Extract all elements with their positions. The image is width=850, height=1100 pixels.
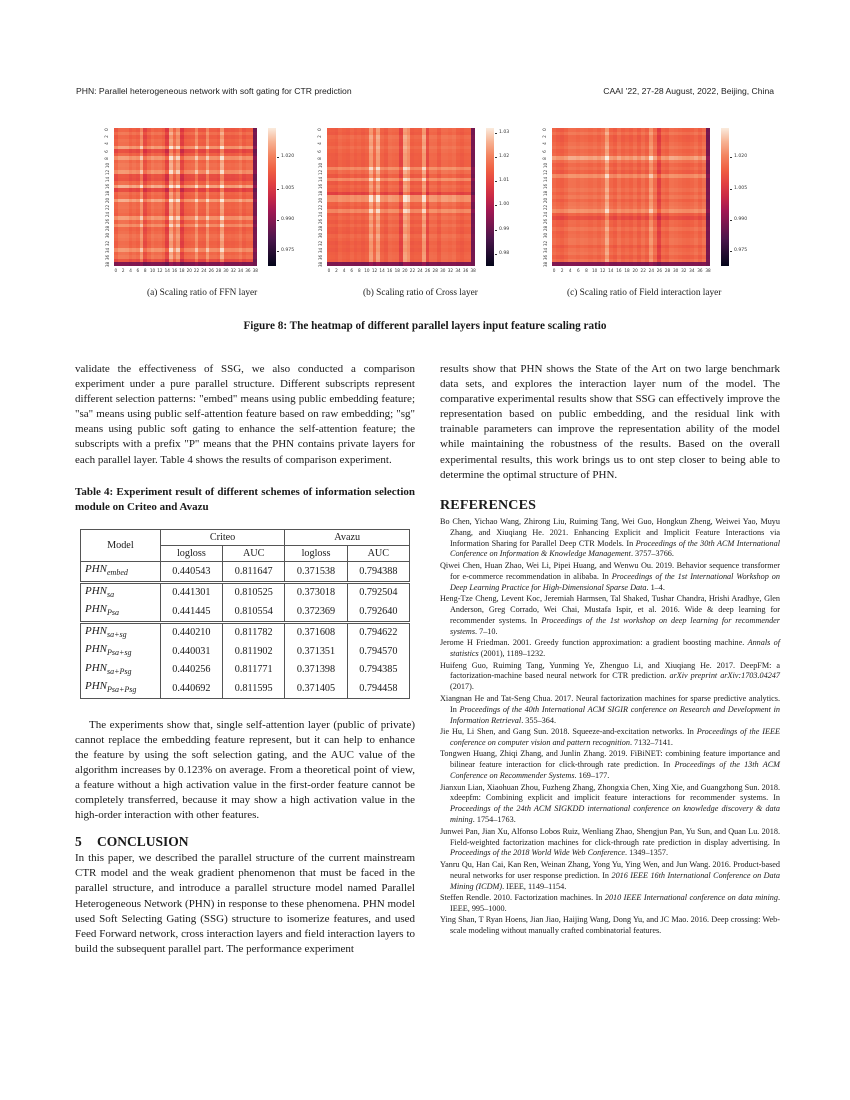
reference-entry: Jianxun Lian, Xiaohuan Zhou, Fuzheng Zhang, Zhongxia Chen, Xing Xie, and Guangzhong Sun. 2018. xdeepfm: Combining explicit and implicit feature interactions for recommender systems. In Proceedings of the 24th ACM SIGKDD international conference on knowledge discovery & data mining. 1754–1763.	[440, 782, 780, 825]
x-tick-label: 30	[223, 268, 229, 273]
colorbar-tick-label: 1.03	[499, 129, 510, 135]
x-tick-label: 4	[342, 268, 346, 273]
y-tick-label: 2	[103, 135, 109, 139]
metric-value: 0.811782	[223, 622, 285, 642]
table-row	[81, 622, 410, 642]
table-row	[81, 679, 410, 698]
colorbar-tick-label: 1.020	[734, 154, 748, 160]
metric-value: 0.792504	[347, 582, 409, 602]
heatmap-grid	[552, 128, 710, 266]
y-tick-label: 8	[103, 156, 109, 160]
paragraph-experiment-findings: The experiments show that, single self-attention layer (public of private) cannot replace the embedding feature represent, but it can help to enhance the feature by using the soft selection gating, and the AUC value of the algorithm increases by 0.123% on average. From a theoretical point of view, a feature without a high activation value in the first-order feature cannot be completely transferred, because it may show a high activation value in the high-order interaction with other features.	[75, 718, 415, 822]
table-row	[81, 661, 410, 679]
metric-value: 0.811647	[223, 562, 285, 582]
y-tick-label: 28	[318, 226, 324, 232]
y-tick-label: 14	[105, 176, 111, 182]
paragraph-conclusion: In this paper, we described the parallel structure of the current mainstream CTR model and the weak gradient phenomenon that must be faced in the parallel structure, and introduce a parallel structure model named Parallel Heterogeneous Network (PHN) in response to these phenomena. PHN model used Soft Selecting Gating (SSG) structure to isomerize features, and used Feed Forward network, cross interaction layers and field interaction layers to build the subsequent parallel part. The performance experiment	[75, 852, 415, 955]
table-row	[81, 642, 410, 660]
colorbar	[268, 128, 276, 266]
x-tick-label: 14	[379, 268, 385, 273]
y-tick-label: 36	[105, 254, 111, 260]
model-name: $PHN_{sa}$	[81, 582, 161, 602]
metric-value: 0.792640	[347, 602, 409, 622]
y-tick-label: 26	[543, 219, 549, 225]
x-tick-label: 26	[656, 268, 663, 273]
y-tick-label: 28	[105, 226, 111, 232]
x-tick-label: 0	[327, 268, 331, 273]
y-tick-label: 6	[541, 149, 547, 153]
x-tick-label: 36	[245, 268, 251, 273]
y-tick-label: 26	[105, 219, 111, 225]
heatmap-field	[538, 124, 748, 284]
metric-value: 0.371351	[285, 642, 347, 660]
x-tick-label: 8	[357, 268, 361, 273]
x-tick-label: 16	[387, 268, 393, 273]
x-tick-label: 6	[350, 268, 354, 273]
colorbar-tick-label: 1.01	[499, 178, 510, 184]
metric-value: 0.371398	[285, 661, 347, 679]
x-tick-label: 6	[136, 268, 140, 273]
y-tick-label: 28	[543, 226, 549, 232]
y-tick-label: 14	[543, 176, 549, 182]
x-tick-label: 20	[632, 268, 638, 273]
x-tick-label: 24	[648, 268, 654, 273]
paragraph-conclusion-cont: results show that PHN shows the State of the Art on two large benchmark data sets, and explores the interaction layer num of the model. The comparative experimental results show that SSG can effectively improve the representation based on public embedding, and the residual link with trainable parameters can improve the representation ability of the model while maintaining the robustness of the results. Based on the overall experimental results, this work brings us to ont step closer to being able to determine the optimal structure of PHN.	[440, 363, 780, 481]
x-tick-label: 32	[230, 268, 236, 273]
y-tick-label: 8	[316, 156, 322, 160]
metric-value: 0.371538	[285, 562, 347, 582]
subcaption-c: (c) Scaling ratio of Field interaction layer	[567, 288, 722, 298]
y-tick-label: 26	[318, 219, 324, 225]
metric-value: 0.811771	[223, 661, 285, 679]
x-tick-label: 20	[186, 268, 192, 273]
model-name: $PHN_{embed}$	[81, 562, 161, 582]
x-tick-label: 28	[664, 268, 671, 273]
x-tick-label: 32	[681, 268, 687, 273]
paragraph-ssg-validation: validate the effectiveness of SSG, we also conducted a comparison experiment under a pure parallel structure. Different subscripts represent different selection patterns: "embed" means using public embedding feature; "sa" means using public self-attention feature based on raw embedding; "sg" means using public soft gating to enhance the self-attention feature; the subscripts with a prefix "P" means that the PHN contains private layers for each parallel layer. Table 4 shows the results of comparison experiment.	[75, 363, 415, 466]
reference-entry: Junwei Pan, Jian Xu, Alfonso Lobos Ruiz, Wenliang Zhao, Shengjun Pan, Yu Sun, and Quan Lu. 2018. Field-weighted factorization machines for click-through rate prediction in display advertising. In Proceedings of the 2018 World Wide Web Conference. 1349–1357.	[440, 826, 780, 858]
y-tick-label: 38	[105, 261, 111, 267]
x-tick-label: 10	[149, 268, 156, 273]
model-name: $PHN_{Psa+Psg}$	[81, 679, 161, 698]
x-tick-label: 26	[424, 268, 431, 273]
results-body	[81, 562, 410, 698]
x-tick-label: 34	[455, 268, 461, 273]
section-number: 5	[75, 834, 82, 850]
x-tick-label: 30	[672, 268, 679, 273]
y-tick-label: 12	[318, 169, 324, 175]
y-tick-label: 34	[318, 247, 324, 253]
metric-value: 0.794570	[347, 642, 409, 660]
y-tick-label: 18	[543, 190, 549, 197]
x-tick-label: 22	[193, 268, 200, 273]
colorbar-tick-label: 0.99	[499, 226, 510, 232]
colorbar-tick-label: 1.02	[499, 154, 510, 160]
model-name: $PHN_{sa+Psg}$	[81, 661, 161, 679]
header-venue: CAAI '22, 27-28 August, 2022, Beijing, China	[603, 86, 774, 96]
y-tick-label: 2	[316, 135, 322, 139]
metric-value: 0.794385	[347, 661, 409, 679]
metric-value: 0.372369	[285, 602, 347, 622]
x-tick-label: 18	[624, 268, 630, 273]
header-criteo: Criteo	[160, 529, 285, 545]
x-tick-label: 32	[447, 268, 454, 273]
x-tick-label: 16	[616, 268, 622, 273]
figure-8	[100, 124, 760, 284]
heatmap-ffn	[100, 124, 295, 284]
y-tick-label: 30	[543, 233, 549, 239]
y-tick-label: 2	[541, 135, 547, 139]
header-model: Model	[81, 529, 161, 562]
x-tick-label: 28	[215, 268, 222, 273]
colorbar-tick-label: 0.98	[499, 250, 510, 256]
x-tick-label: 36	[697, 268, 703, 273]
y-tick-label: 18	[318, 190, 324, 197]
y-tick-label: 4	[541, 142, 547, 146]
y-tick-label: 38	[318, 261, 324, 267]
header-metric: logloss	[160, 545, 222, 561]
x-tick-label: 30	[440, 268, 446, 273]
right-column	[440, 362, 780, 938]
x-tick-label: 12	[157, 268, 163, 273]
metric-value: 0.373018	[285, 582, 347, 602]
x-tick-label: 12	[371, 268, 378, 273]
table-row	[81, 582, 410, 602]
y-tick-label: 8	[541, 156, 547, 160]
y-tick-label: 20	[105, 197, 111, 204]
colorbar-tick-label: 1.005	[734, 185, 748, 191]
x-tick-label: 36	[462, 268, 469, 273]
y-tick-label: 30	[318, 233, 324, 239]
x-tick-label: 28	[432, 268, 438, 273]
y-tick-label: 16	[318, 183, 324, 190]
left-column	[75, 362, 415, 957]
metric-value: 0.440210	[160, 622, 222, 642]
reference-entry: Bo Chen, Yichao Wang, Zhirong Liu, Ruiming Tang, Wei Guo, Hongkun Zheng, Weiwei Yao, Muyu Zhang, and Xiuqiang He. 2021. Enhancing Explicit and Implicit Feature Interactions via Information Sharing for Parallel Deep CTR Models. In Proceedings of the 30th ACM International Conference on Information & Knowledge Management. 3757–3766.	[440, 516, 780, 559]
y-tick-label: 10	[318, 162, 324, 168]
metric-value: 0.811595	[223, 679, 285, 698]
x-tick-label: 0	[552, 268, 556, 273]
x-tick-label: 8	[143, 268, 147, 273]
y-tick-label: 22	[543, 204, 549, 211]
x-tick-label: 4	[129, 268, 132, 273]
metric-value: 0.371405	[285, 679, 347, 698]
x-tick-label: 34	[237, 268, 244, 273]
reference-entry: Yanru Qu, Han Cai, Kan Ren, Weinan Zhang, Yong Yu, Ying Wen, and Jun Wang. 2016. Product-based neural networks for user response prediction. In 2016 IEEE 16th International Conference on Data Mining (ICDM). IEEE, 1149–1154.	[440, 859, 780, 891]
y-tick-label: 36	[318, 254, 324, 260]
x-tick-label: 38	[705, 268, 711, 273]
metric-value: 0.794388	[347, 562, 409, 582]
y-tick-label: 32	[543, 240, 549, 246]
references-heading: REFERENCES	[440, 497, 537, 513]
y-tick-label: 10	[543, 162, 549, 168]
colorbar-tick-label: 0.975	[734, 248, 748, 254]
section-title: CONCLUSION	[97, 834, 189, 850]
x-tick-label: 14	[164, 268, 170, 273]
metric-value: 0.810525	[223, 582, 285, 602]
colorbar-tick-label: 1.00	[499, 202, 510, 208]
x-tick-label: 14	[608, 268, 614, 273]
heatmap-grid	[327, 128, 475, 266]
y-tick-label: 24	[543, 212, 549, 218]
x-tick-label: 22	[409, 268, 416, 273]
x-tick-label: 16	[171, 268, 178, 273]
reference-entry: Qiwei Chen, Huan Zhao, Wei Li, Pipei Huang, and Wenwu Ou. 2019. Behavior sequence transformer for e-commerce recommendation in alibaba. In Proceedings of the 1st International Workshop on Deep Learning Practice for High-Dimensional Sparse Data. 1–4.	[440, 560, 780, 592]
figure-caption: Figure 8: The heatmap of different parallel layers input feature scaling ratio	[243, 320, 607, 332]
y-tick-label: 4	[316, 142, 322, 146]
model-name: $PHN_{Psa+sg}$	[81, 642, 161, 660]
colorbar	[721, 128, 729, 266]
x-tick-label: 6	[577, 268, 580, 273]
metric-value: 0.811902	[223, 642, 285, 660]
y-tick-label: 24	[105, 212, 111, 218]
reference-entry: Huifeng Guo, Ruiming Tang, Yunming Ye, Zhenguo Li, and Xiuqiang He. 2017. DeepFM: a factorization-machine based neural network for CTR prediction. arXiv preprint arXiv:1703.04247 (2017).	[440, 660, 780, 692]
y-tick-label: 20	[543, 197, 549, 204]
metric-value: 0.441301	[160, 582, 222, 602]
metric-value: 0.440692	[160, 679, 222, 698]
x-tick-label: 38	[252, 268, 258, 273]
metric-value: 0.810554	[223, 602, 285, 622]
header-metric: AUC	[223, 545, 285, 561]
y-tick-label: 0	[541, 128, 547, 132]
metric-value: 0.371608	[285, 622, 347, 642]
header-title: PHN: Parallel heterogeneous network with soft gating for CTR prediction	[76, 86, 352, 96]
reference-entry: Heng-Tze Cheng, Levent Koc, Jeremiah Harmsen, Tal Shaked, Tushar Chandra, Hrishi Aradhye, Glen Anderson, Greg Corrado, Wei Chai, Mustafa Ispir, et al. 2016. Wide & deep learning for recommender systems. In Proceedings of the 1st workshop on deep learning for recommender systems. 7–10.	[440, 594, 780, 636]
y-tick-label: 24	[318, 212, 324, 218]
x-tick-label: 24	[201, 268, 207, 273]
y-tick-label: 12	[105, 169, 111, 175]
y-tick-label: 22	[105, 204, 111, 211]
model-name: $PHN_{Psa}$	[81, 602, 161, 622]
y-tick-label: 36	[543, 254, 549, 260]
subcaption-a: (a) Scaling ratio of FFN layer	[147, 288, 258, 298]
reference-entry: Ying Shan, T Ryan Hoens, Jian Jiao, Haijing Wang, Dong Yu, and JC Mao. 2016. Deep crossing: Web-scale modeling without manually crafted combinatorial features.	[440, 915, 780, 936]
table-caption: Table 4: Experiment result of different schemes of information selection module on Criteo and Avazu	[75, 485, 415, 513]
x-tick-label: 2	[560, 268, 564, 273]
results-table	[80, 529, 410, 699]
y-tick-label: 30	[105, 233, 111, 239]
metric-value: 0.440256	[160, 661, 222, 679]
y-tick-label: 20	[318, 197, 324, 204]
x-tick-label: 2	[121, 268, 125, 273]
x-tick-label: 10	[364, 268, 370, 273]
metric-value: 0.794622	[347, 622, 409, 642]
y-tick-label: 12	[543, 169, 549, 175]
colorbar	[486, 128, 494, 266]
colorbar-tick-label: 0.990	[281, 217, 295, 222]
x-tick-label: 4	[568, 268, 572, 273]
y-tick-label: 16	[105, 183, 111, 190]
metric-value: 0.794458	[347, 679, 409, 698]
y-tick-label: 18	[105, 190, 111, 197]
metric-value: 0.440543	[160, 562, 222, 582]
header-metric: logloss	[285, 545, 347, 561]
x-tick-label: 0	[114, 268, 118, 273]
x-tick-label: 26	[208, 268, 214, 273]
subcaption-b: (b) Scaling ratio of Cross layer	[363, 288, 478, 298]
metric-value: 0.440031	[160, 642, 222, 660]
x-tick-label: 10	[591, 268, 598, 273]
running-header	[76, 86, 774, 100]
y-tick-label: 6	[103, 149, 109, 153]
x-tick-label: 24	[417, 268, 423, 273]
reference-entry: Xiangnan He and Tat-Seng Chua. 2017. Neural factorization machines for sparse predictive analytics. In Proceedings of the 40th International ACM SIGIR conference on Research and Development in Information Retrieval. 355–364.	[440, 693, 780, 725]
y-tick-label: 38	[543, 261, 549, 267]
y-tick-label: 32	[105, 240, 111, 246]
table-row	[81, 602, 410, 622]
colorbar-tick-label: 1.020	[281, 154, 295, 160]
x-tick-label: 34	[689, 268, 695, 273]
y-tick-label: 22	[318, 204, 324, 211]
y-tick-label: 16	[543, 183, 549, 190]
y-tick-label: 0	[103, 128, 109, 132]
colorbar-tick-label: 1.005	[281, 185, 295, 191]
y-tick-label: 6	[316, 149, 322, 153]
y-tick-label: 14	[318, 176, 324, 182]
reference-entry: Steffen Rendle. 2010. Factorization machines. In 2010 IEEE International conference on data mining. IEEE, 995–1000.	[440, 893, 780, 913]
x-tick-label: 38	[470, 268, 476, 273]
heatmap-grid	[114, 128, 257, 266]
y-tick-label: 4	[103, 142, 109, 146]
x-tick-label: 2	[335, 268, 338, 273]
x-tick-label: 18	[394, 268, 400, 273]
x-tick-label: 12	[600, 268, 606, 273]
header-avazu: Avazu	[285, 529, 410, 545]
reference-entry: Tongwen Huang, Zhiqi Zhang, and Junlin Zhang. 2019. FiBiNET: combining feature importance and bilinear feature interaction for click-through rate prediction. In Proceedings of the 13th ACM Conference on Recommender Systems. 169–177.	[440, 749, 780, 781]
y-tick-label: 32	[318, 240, 324, 246]
y-tick-label: 34	[105, 247, 111, 253]
colorbar-tick-label: 0.975	[281, 248, 295, 254]
header-metric: AUC	[347, 545, 409, 561]
heatmap-cross	[313, 124, 513, 284]
x-tick-label: 20	[402, 268, 408, 273]
x-tick-label: 18	[179, 268, 185, 273]
metric-value: 0.441445	[160, 602, 222, 622]
y-tick-label: 34	[543, 247, 549, 253]
y-tick-label: 10	[105, 162, 111, 168]
reference-entry: Jie Hu, Li Shen, and Gang Sun. 2018. Squeeze-and-excitation networks. In Proceedings of the IEEE conference on computer vision and pattern recognition. 7132–7141.	[440, 726, 780, 747]
y-tick-label: 0	[316, 128, 322, 132]
references-list	[440, 517, 780, 937]
colorbar-tick-label: 0.990	[734, 217, 748, 222]
section-heading-conclusion	[75, 833, 415, 851]
x-tick-label: 22	[640, 268, 646, 273]
model-name: $PHN_{sa+sg}$	[81, 622, 161, 642]
reference-entry: Jerome H Friedman. 2001. Greedy function approximation: a gradient boosting machine. Annals of statistics (2001), 1189–1232.	[440, 638, 780, 659]
table-row	[81, 562, 410, 582]
x-tick-label: 8	[585, 268, 588, 273]
